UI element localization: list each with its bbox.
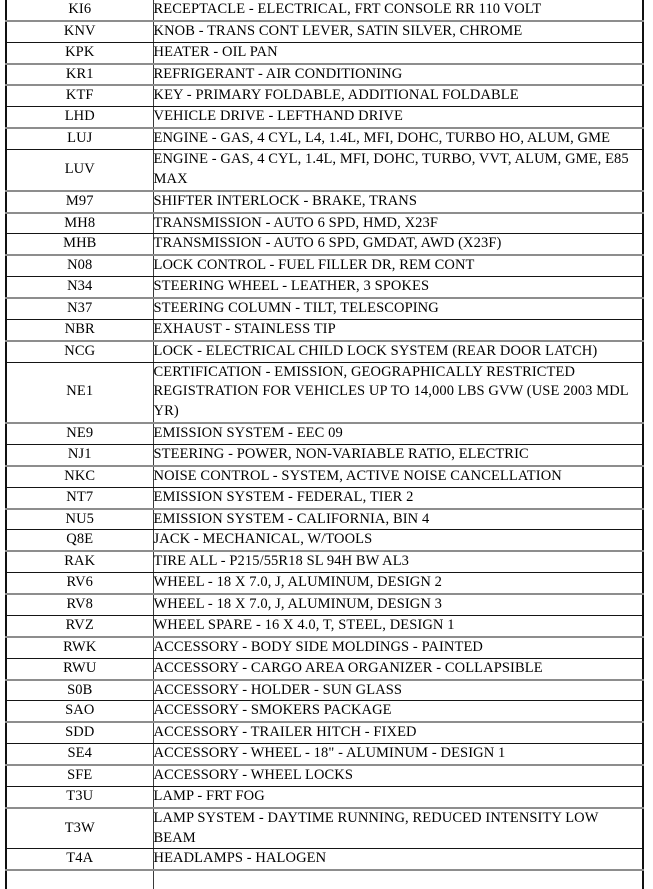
table-row bbox=[6, 786, 643, 807]
cell-description: EXHAUST - STAINLESS TIP bbox=[153, 319, 643, 340]
table-row bbox=[6, 362, 643, 423]
cell-code: RWK bbox=[6, 637, 153, 658]
table-row bbox=[6, 213, 643, 234]
cell-code: KI6 bbox=[6, 0, 153, 21]
table-row bbox=[6, 21, 643, 42]
cell-code: KPK bbox=[6, 42, 153, 63]
cell-description: EMISSION SYSTEM - CALIFORNIA, BIN 4 bbox=[153, 509, 643, 530]
cell-code: MH8 bbox=[6, 213, 153, 234]
cell-description: EMISSION SYSTEM - FEDERAL, TIER 2 bbox=[153, 487, 643, 508]
cell-code: T3U bbox=[6, 786, 153, 807]
cell-description: LOCK CONTROL - FUEL FILLER DR, REM CONT bbox=[153, 255, 643, 276]
table-row bbox=[6, 722, 643, 743]
cell-code: M97 bbox=[6, 191, 153, 213]
table-row bbox=[6, 128, 643, 149]
cell-description: ACCESSORY - SMOKERS PACKAGE bbox=[153, 701, 643, 722]
cell-code: NE9 bbox=[6, 423, 153, 444]
cell-description: SHIFTER INTERLOCK - BRAKE, TRANS bbox=[153, 191, 643, 213]
cell-code: RWU bbox=[6, 658, 153, 679]
cell-code: N08 bbox=[6, 255, 153, 276]
cell-description: STEERING COLUMN - TILT, TELESCOPING bbox=[153, 298, 643, 319]
cell-code: RV6 bbox=[6, 573, 153, 594]
cell-description: TRANSMISSION - AUTO 6 SPD, HMD, X23F bbox=[153, 213, 643, 234]
cell-description: CERTIFICATION - EMISSION, GEOGRAPHICALLY RESTRICTED REGISTRATION FOR VEHICLES UP TO 14,000 LBS GVW (USE 2003 MDL YR) bbox=[153, 362, 643, 423]
table-row bbox=[6, 808, 643, 849]
cell-code: MHB bbox=[6, 234, 153, 255]
table-row bbox=[6, 341, 643, 362]
table-row-partial bbox=[6, 870, 643, 889]
table-row bbox=[6, 42, 643, 63]
table-row bbox=[6, 637, 643, 658]
table-row bbox=[6, 445, 643, 466]
cell-description: LAMP - FRT FOG bbox=[153, 786, 643, 807]
cell-description: KNOB - TRANS CONT LEVER, SATIN SILVER, CHROME bbox=[153, 21, 643, 42]
cell-code: NT7 bbox=[6, 487, 153, 508]
cell-description: KEY - PRIMARY FOLDABLE, ADDITIONAL FOLDABLE bbox=[153, 85, 643, 106]
table-row bbox=[6, 319, 643, 340]
table-row bbox=[6, 594, 643, 615]
table-row bbox=[6, 277, 643, 298]
cell-description: EMISSION SYSTEM - EEC 09 bbox=[153, 423, 643, 444]
option-code-table bbox=[5, 0, 644, 889]
cell-code: KR1 bbox=[6, 64, 153, 86]
cell-code: LUJ bbox=[6, 128, 153, 149]
cell-description: ACCESSORY - WHEEL - 18" - ALUMINUM - DESIGN 1 bbox=[153, 744, 643, 765]
cell-description: LAMP SYSTEM - DAYTIME RUNNING, REDUCED INTENSITY LOW BEAM bbox=[153, 808, 643, 849]
table-row bbox=[6, 849, 643, 870]
cell-code: RAK bbox=[6, 551, 153, 572]
table-row bbox=[6, 658, 643, 679]
table-row bbox=[6, 509, 643, 530]
cell-description: LOCK - ELECTRICAL CHILD LOCK SYSTEM (REAR DOOR LATCH) bbox=[153, 341, 643, 362]
cell-description: WHEEL - 18 X 7.0, J, ALUMINUM, DESIGN 3 bbox=[153, 594, 643, 615]
table-row bbox=[6, 255, 643, 276]
table-row bbox=[6, 701, 643, 722]
cell-description: STEERING WHEEL - LEATHER, 3 SPOKES bbox=[153, 277, 643, 298]
cell-code: NCG bbox=[6, 341, 153, 362]
cell-description: ACCESSORY - CARGO AREA ORGANIZER - COLLAPSIBLE bbox=[153, 658, 643, 679]
cell-description: ENGINE - GAS, 4 CYL, L4, 1.4L, MFI, DOHC, TURBO HO, ALUM, GME bbox=[153, 128, 643, 149]
cell-description: WHEEL SPARE - 16 X 4.0, T, STEEL, DESIGN 1 bbox=[153, 615, 643, 636]
cell-code: LHD bbox=[6, 107, 153, 128]
cell-code bbox=[6, 870, 153, 889]
table-row bbox=[6, 765, 643, 786]
table-row bbox=[6, 64, 643, 86]
cell-code: N37 bbox=[6, 298, 153, 319]
cell-description: RECEPTACLE - ELECTRICAL, FRT CONSOLE RR 110 VOLT bbox=[153, 0, 643, 21]
cell-description: NOISE CONTROL - SYSTEM, ACTIVE NOISE CANCELLATION bbox=[153, 466, 643, 487]
cell-description: ACCESSORY - BODY SIDE MOLDINGS - PAINTED bbox=[153, 637, 643, 658]
cell-description: REFRIGERANT - AIR CONDITIONING bbox=[153, 64, 643, 86]
table-row bbox=[6, 487, 643, 508]
table-row bbox=[6, 298, 643, 319]
cell-description: JACK - MECHANICAL, W/TOOLS bbox=[153, 530, 643, 551]
table-row bbox=[6, 530, 643, 551]
cell-code: NKC bbox=[6, 466, 153, 487]
table-row bbox=[6, 466, 643, 487]
table-row bbox=[6, 0, 643, 21]
table-row bbox=[6, 423, 643, 444]
cell-code: RV8 bbox=[6, 594, 153, 615]
table-row bbox=[6, 551, 643, 572]
cell-description: TIRE ALL - P215/55R18 SL 94H BW AL3 bbox=[153, 551, 643, 572]
cell-code: NU5 bbox=[6, 509, 153, 530]
cell-code: Q8E bbox=[6, 530, 153, 551]
cell-code: LUV bbox=[6, 150, 153, 191]
table-row bbox=[6, 150, 643, 191]
cell-description: STEERING - POWER, NON-VARIABLE RATIO, ELECTRIC bbox=[153, 445, 643, 466]
cell-code: SFE bbox=[6, 765, 153, 786]
cell-code: S0B bbox=[6, 680, 153, 701]
cell-description: ENGINE - GAS, 4 CYL, 1.4L, MFI, DOHC, TURBO, VVT, ALUM, GME, E85 MAX bbox=[153, 150, 643, 191]
cell-code: NJ1 bbox=[6, 445, 153, 466]
cell-code: KTF bbox=[6, 85, 153, 106]
cell-description bbox=[153, 870, 643, 889]
cell-code: NE1 bbox=[6, 362, 153, 423]
table-row bbox=[6, 85, 643, 106]
table-row bbox=[6, 234, 643, 255]
cell-code: SAO bbox=[6, 701, 153, 722]
cell-description: TRANSMISSION - AUTO 6 SPD, GMDAT, AWD (X23F) bbox=[153, 234, 643, 255]
cell-code: T3W bbox=[6, 808, 153, 849]
table-row bbox=[6, 107, 643, 128]
cell-description: HEADLAMPS - HALOGEN bbox=[153, 849, 643, 870]
cell-code: T4A bbox=[6, 849, 153, 870]
table-body bbox=[6, 0, 643, 889]
cell-code: N34 bbox=[6, 277, 153, 298]
table-row bbox=[6, 573, 643, 594]
cell-description: WHEEL - 18 X 7.0, J, ALUMINUM, DESIGN 2 bbox=[153, 573, 643, 594]
cell-code: SE4 bbox=[6, 744, 153, 765]
table-row bbox=[6, 744, 643, 765]
cell-description: HEATER - OIL PAN bbox=[153, 42, 643, 63]
cell-code: KNV bbox=[6, 21, 153, 42]
table-row bbox=[6, 191, 643, 213]
table-row bbox=[6, 615, 643, 636]
cell-code: RVZ bbox=[6, 615, 153, 636]
cell-code: NBR bbox=[6, 319, 153, 340]
cell-description: VEHICLE DRIVE - LEFTHAND DRIVE bbox=[153, 107, 643, 128]
cell-description: ACCESSORY - HOLDER - SUN GLASS bbox=[153, 680, 643, 701]
cell-code: SDD bbox=[6, 722, 153, 743]
cell-description: ACCESSORY - TRAILER HITCH - FIXED bbox=[153, 722, 643, 743]
cell-description: ACCESSORY - WHEEL LOCKS bbox=[153, 765, 643, 786]
table-row bbox=[6, 680, 643, 701]
